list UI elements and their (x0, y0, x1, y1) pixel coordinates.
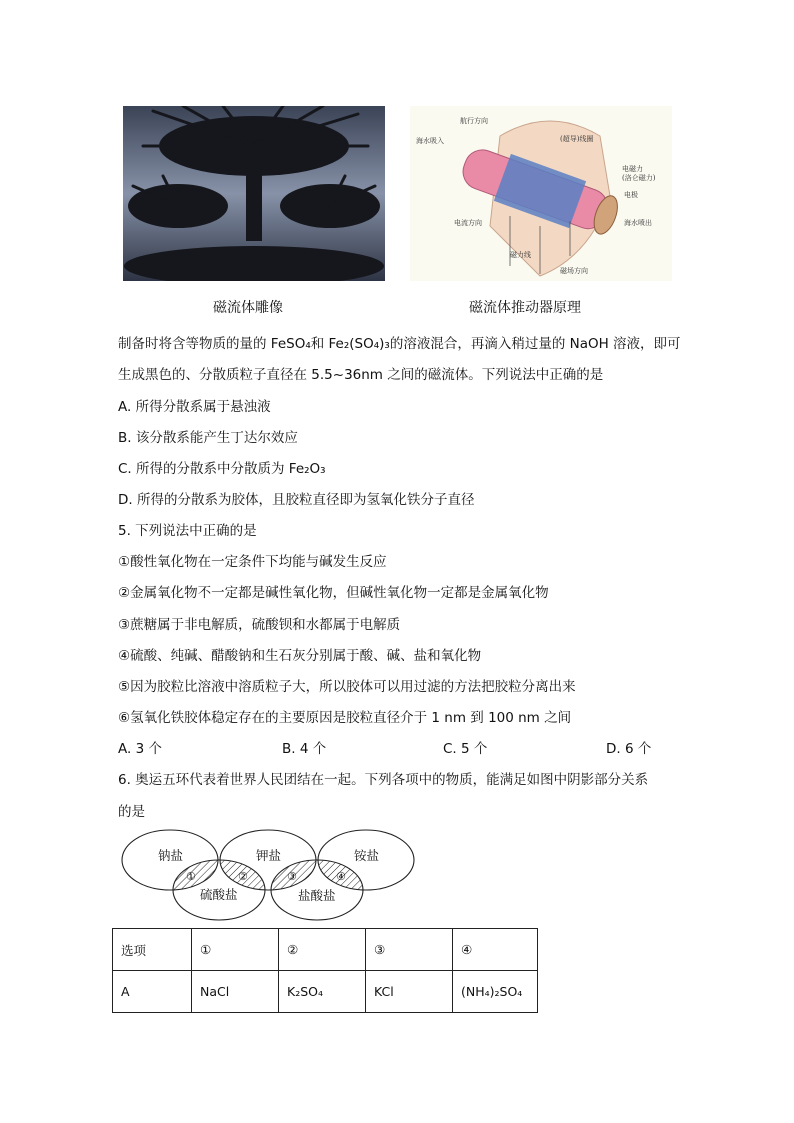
label-water-out: 海水喷出 (624, 219, 652, 227)
label-field-direction: 磁场方向 (560, 267, 588, 275)
q6-options-table (112, 928, 538, 1013)
q4-option-a: A. 所得分散系属于悬浊液 (118, 399, 271, 415)
q5-option-d: D. 6 个 (606, 741, 652, 757)
q6-stem-line-1: 6. 奥运五环代表着世界人民团结在一起。下列各项中的物质，能满足如图中阴影部分关系 (118, 772, 649, 788)
ring-label-potassium: 钾盐 (256, 848, 282, 863)
q5-statement-6: ⑥氢氧化铁胶体稳定存在的主要原因是胶粒直径介于 1 nm 到 100 nm 之间 (118, 710, 572, 726)
q4-option-d: D. 所得的分散系为胶体，且胶粒直径即为氢氧化铁分子直径 (118, 492, 475, 508)
q5-stem: 5. 下列说法中正确的是 (118, 523, 257, 539)
q5-option-a: A. 3 个 (118, 741, 162, 757)
q4-option-b: B. 该分散系能产生丁达尔效应 (118, 430, 298, 446)
label-water-in: 海水吸入 (416, 137, 444, 145)
table-row (113, 971, 538, 1013)
table-cell: NaCl (192, 971, 279, 1013)
q4-option-c: C. 所得的分散系中分散质为 Fe₂O₃ (118, 461, 326, 477)
q5-statement-5: ⑤因为胶粒比溶液中溶质粒子大，所以胶体可以用过滤的方法把胶粒分离出来 (118, 679, 576, 695)
label-magnetic-line: 磁力线 (510, 251, 531, 259)
label-em-force: 电磁力 (622, 165, 643, 173)
region-marker-4: ④ (336, 870, 346, 883)
q6-stem-line-2: 的是 (118, 804, 145, 820)
label-travel-direction: 航行方向 (460, 117, 488, 125)
mhd-thruster-diagram (410, 106, 672, 281)
q5-statement-4: ④硫酸、纯碱、醋酸钠和生石灰分别属于酸、碱、盐和氧化物 (118, 648, 482, 664)
ring-label-ammonium: 铵盐 (354, 848, 380, 863)
q4-stem-line-2: 生成黑色的、分散质粒子直径在 5.5~36nm 之间的磁流体。下列说法中正确的是 (118, 367, 604, 383)
label-coil: (超导)线圈 (560, 135, 594, 143)
q5-statement-1: ①酸性氧化物在一定条件下均能与碱发生反应 (118, 554, 387, 570)
region-marker-3: ③ (287, 870, 297, 883)
table-header-cell: ① (192, 929, 279, 971)
left-figure-caption: 磁流体雕像 (213, 300, 283, 316)
table-header-cell: ④ (453, 929, 538, 971)
table-cell: KCl (366, 971, 453, 1013)
olympic-rings-venn-diagram (118, 825, 418, 925)
ferrofluid-sculpture-photo (123, 106, 385, 281)
label-electrode: 电极 (624, 191, 638, 199)
ring-label-sulfate: 硫酸盐 (200, 887, 238, 902)
region-marker-2: ② (238, 870, 248, 883)
right-figure-caption: 磁流体推动器原理 (469, 300, 581, 316)
ferrofluid-sculpture-image (123, 106, 385, 281)
q5-statement-2: ②金属氧化物不一定都是碱性氧化物，但碱性氧化物一定都是金属氧化物 (118, 585, 549, 601)
q5-option-b: B. 4 个 (282, 741, 327, 757)
ring-label-chloride: 盐酸盐 (298, 888, 336, 903)
table-cell: K₂SO₄ (279, 971, 366, 1013)
table-header-cell: ② (279, 929, 366, 971)
table-header-cell: ③ (366, 929, 453, 971)
q5-statement-3: ③蔗糖属于非电解质，硫酸钡和水都属于电解质 (118, 617, 401, 633)
q4-stem-line-1: 制备时将含等物质的量的 FeSO₄和 Fe₂(SO₄)₃的溶液混合，再滴入稍过量的 NaOH 溶液，即可 (118, 336, 681, 352)
ring-label-sodium: 钠盐 (158, 848, 184, 863)
q5-option-c: C. 5 个 (443, 741, 488, 757)
label-em-force-sub: (洛仑磁力) (622, 174, 656, 182)
table-header-cell: 选项 (113, 929, 192, 971)
table-header-row (113, 929, 538, 971)
table-cell: A (113, 971, 192, 1013)
label-current-direction: 电流方向 (454, 219, 482, 227)
region-marker-1: ① (186, 870, 196, 883)
table-cell: (NH₄)₂SO₄ (453, 971, 538, 1013)
